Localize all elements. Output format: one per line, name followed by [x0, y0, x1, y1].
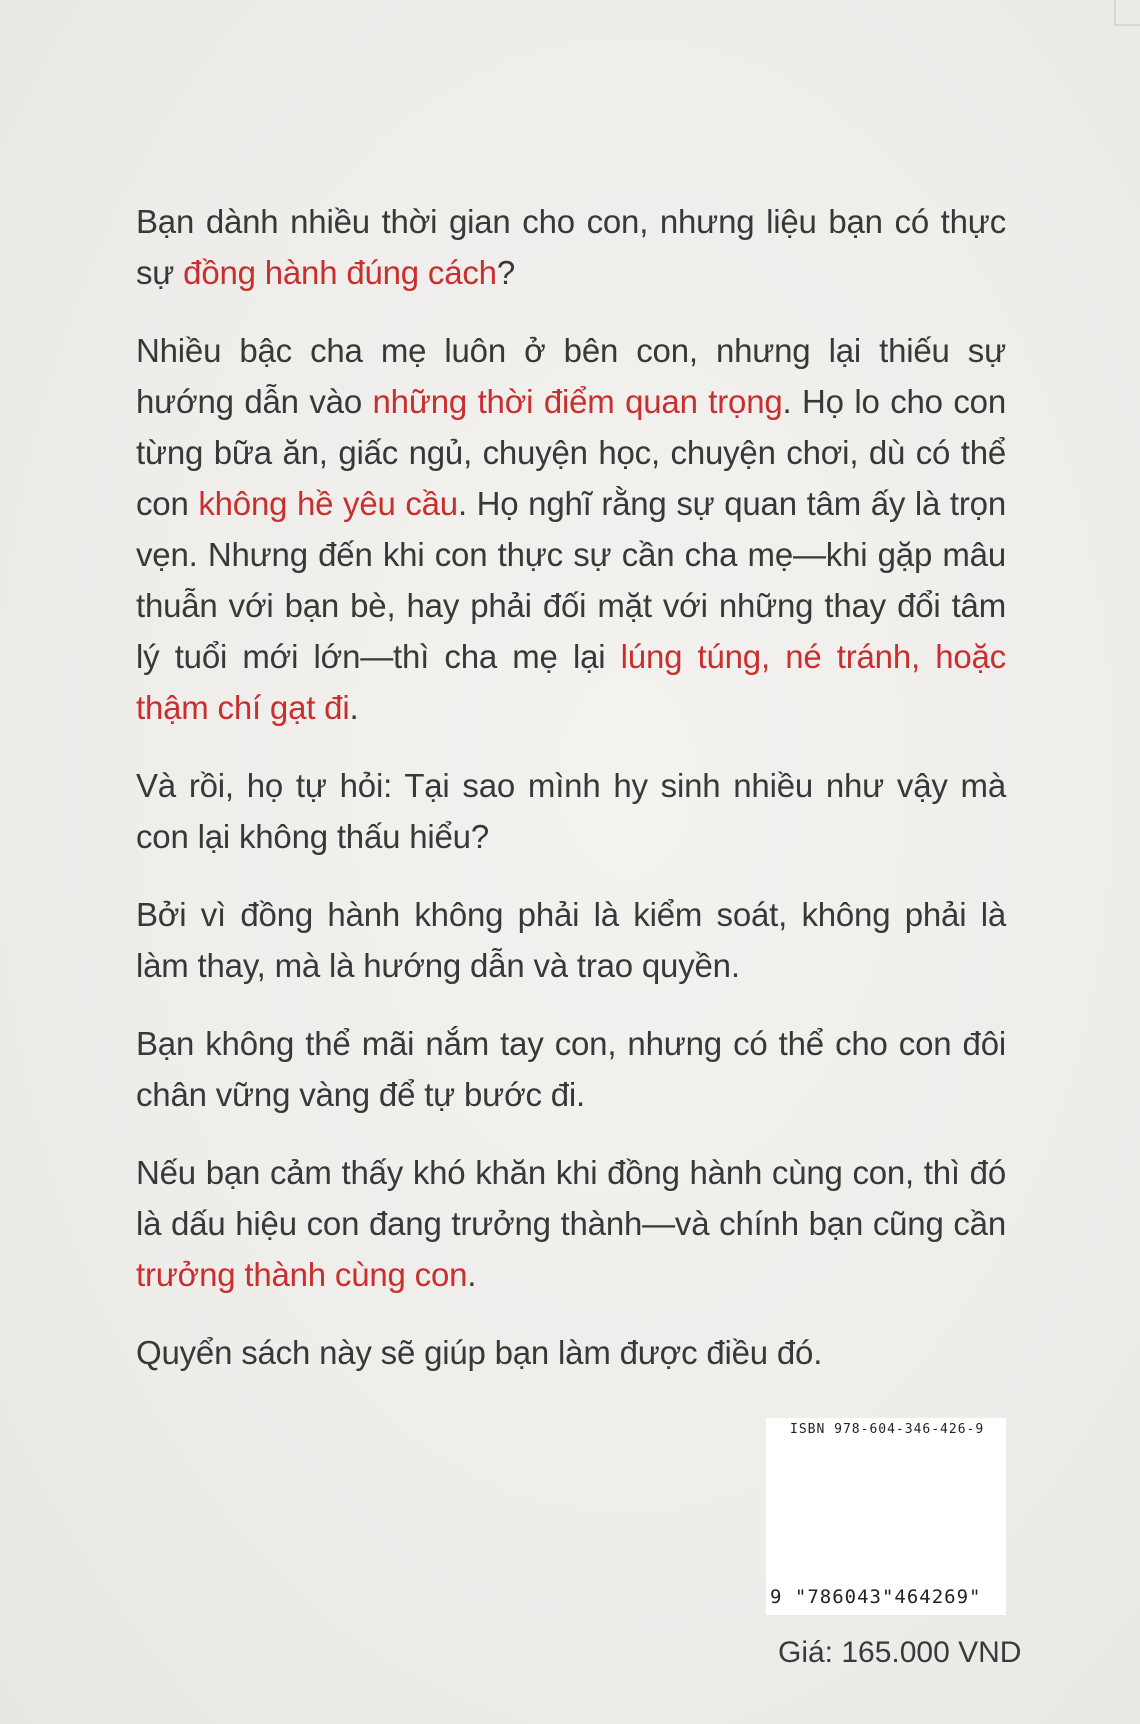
blurb-paragraph [136, 325, 1006, 733]
highlighted-phrase: những thời điểm quan trọng [372, 383, 783, 420]
highlighted-phrase: lúng túng, né tránh, hoặc thậm chí gạt đi [136, 638, 1006, 726]
text-run: ? [496, 254, 515, 291]
barcode-box [766, 1418, 1006, 1615]
highlighted-phrase: trưởng thành cùng con [136, 1256, 468, 1293]
text-run: . [467, 1256, 477, 1293]
isbn-label: ISBN 978-604-346-426-9 [790, 1422, 985, 1437]
text-run: Quyển sách này sẽ giúp bạn làm được điều đó. [136, 1334, 823, 1371]
text-run: . [349, 689, 359, 726]
barcode-area [776, 1442, 996, 1572]
blurb-text [136, 196, 1006, 1405]
barcode-digits: 9 "786043"464269" [770, 1586, 982, 1608]
highlighted-phrase: không hề yêu cầu [198, 485, 458, 522]
blurb-paragraph [136, 1327, 1006, 1378]
blurb-paragraph [136, 889, 1006, 991]
blurb-paragraph [136, 196, 1006, 298]
corner-mark [1114, 0, 1140, 26]
text-run: . Họ lo cho con từng bữa ăn, giấc ngủ, chuyện học, chuyện chơi, dù có thể con [136, 383, 1006, 522]
price-label: Giá: 165.000 VND [778, 1636, 1022, 1669]
text-run: Bạn không thể mãi nắm tay con, nhưng có thể cho con đôi chân vững vàng để tự bước đi. [136, 1025, 1006, 1113]
text-run: Và rồi, họ tự hỏi: Tại sao mình hy sinh nhiều như vậy mà con lại không thấu hiểu? [136, 767, 1006, 855]
text-run: Nếu bạn cảm thấy khó khăn khi đồng hành cùng con, thì đó là dấu hiệu con đang trưởng thành—và chính bạn cũng cần [136, 1154, 1006, 1242]
blurb-paragraph [136, 1147, 1006, 1300]
highlighted-phrase: đồng hành đúng cách [183, 254, 497, 291]
text-run: . Họ nghĩ rằng sự quan tâm ấy là trọn vẹn. Nhưng đến khi con thực sự cần cha mẹ—khi gặp mâu thuẫn với bạn bè, hay phải đối mặt với những thay đổi tâm lý tuổi mới lớn—thì cha mẹ lại [136, 485, 1006, 675]
blurb-paragraph [136, 760, 1006, 862]
text-run: Bạn dành nhiều thời gian cho con, nhưng liệu bạn có thực sự [136, 203, 1006, 291]
blurb-paragraph [136, 1018, 1006, 1120]
text-run: Nhiều bậc cha mẹ luôn ở bên con, nhưng lại thiếu sự hướng dẫn vào [136, 332, 1006, 420]
text-run: Bởi vì đồng hành không phải là kiểm soát, không phải là làm thay, mà là hướng dẫn và trao quyền. [136, 896, 1006, 984]
